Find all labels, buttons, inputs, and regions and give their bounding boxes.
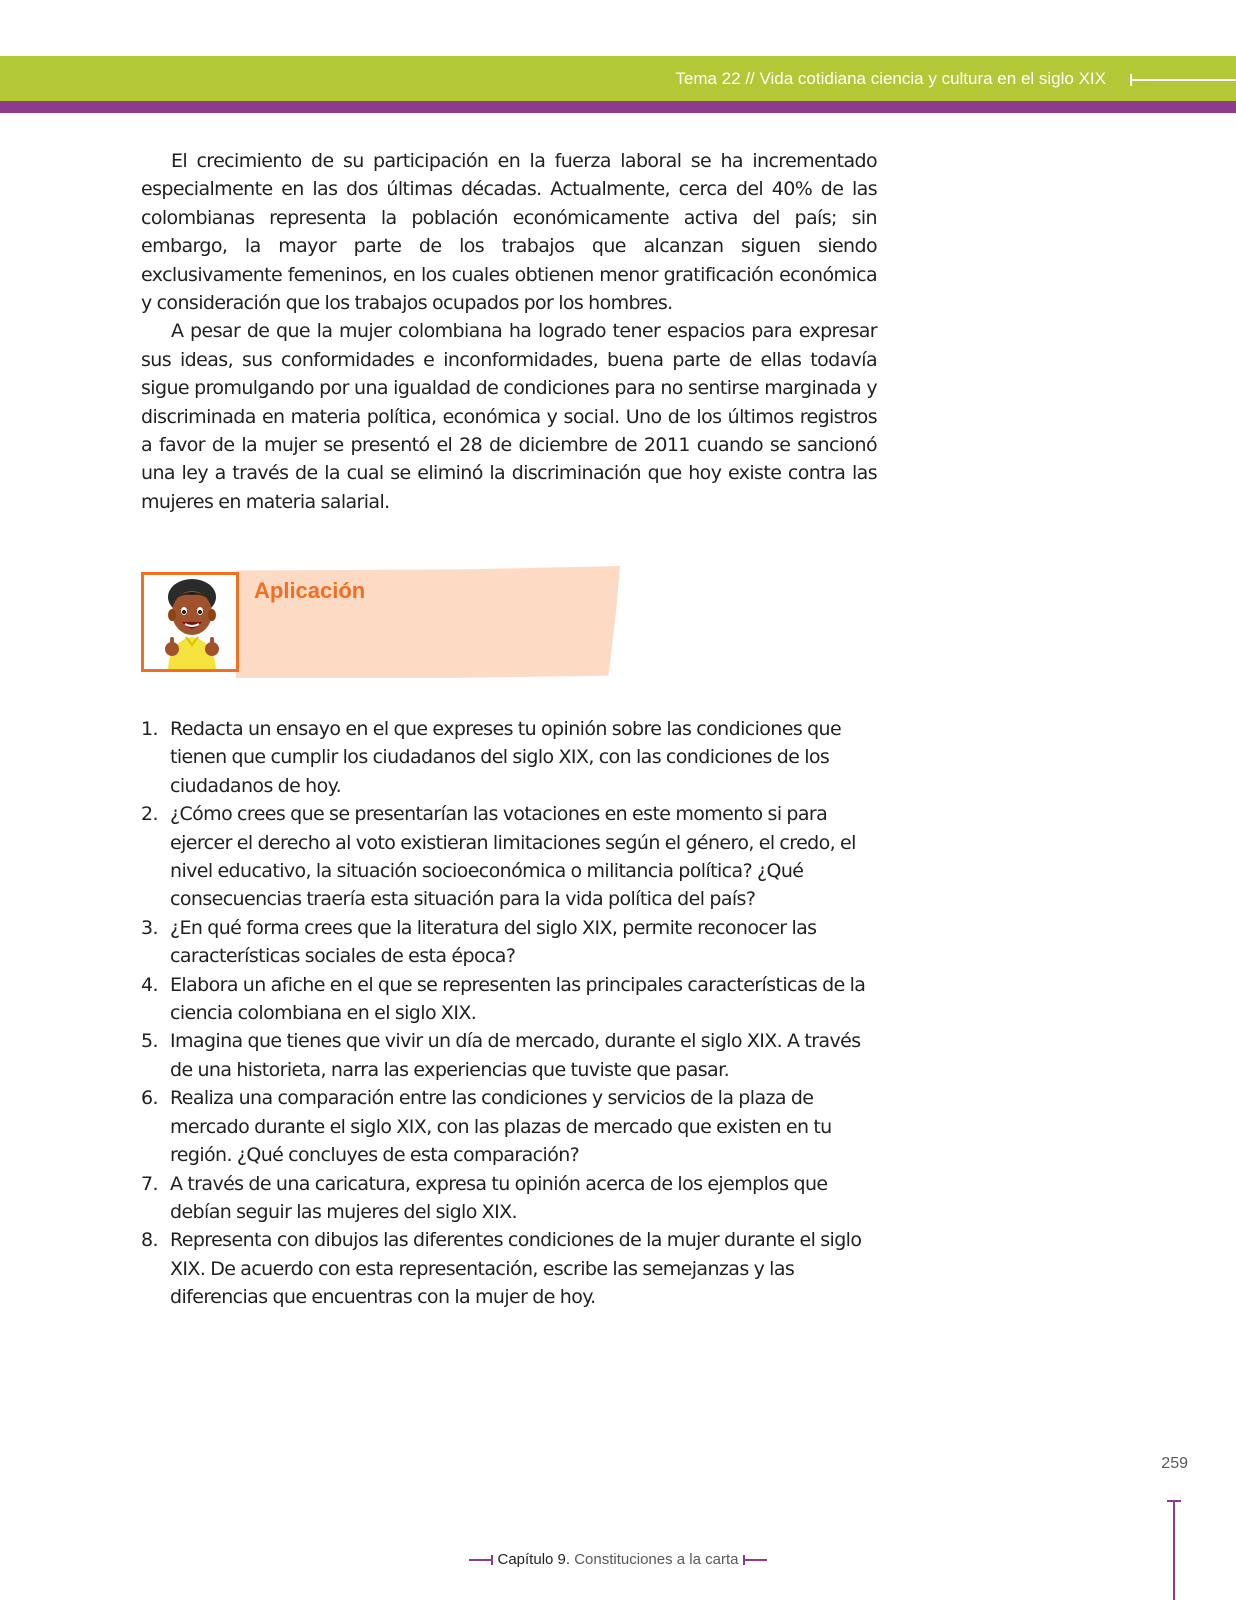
list-item [141,1084,881,1169]
header-rule [1130,79,1236,81]
footer [0,1551,1236,1569]
list-item [141,800,881,914]
item-number: 4. [141,973,158,996]
item-number: 2. [141,803,158,826]
item-number: 5. [141,1030,158,1053]
item-text: Imagina que tienes que vivir un día de mercado, durante el siglo XIX. A través de una historieta, narra las experiencias que tuviste que pasar. [170,1030,861,1081]
margin-line [1173,1500,1175,1600]
aplicacion-icon-box [141,572,239,672]
item-text: Elabora un afiche en el que se representen las principales características de la ciencia colombiana en el siglo XIX. [170,973,866,1025]
item-text: Redacta un ensayo en el que expreses tu opinión sobre las condiciones que tienen que cumplir los ciudadanos del siglo XIX, con las condiciones de los ciudadanos de hoy. [170,718,842,797]
list-item [141,1226,881,1311]
list-item [141,1027,881,1084]
boy-thumbs-up-icon [144,575,236,669]
list-item [141,1170,881,1227]
paragraph: El crecimiento de su participación en la fuerza laboral se ha incrementado especialmente en las dos últimas décadas. Actualmente, cerca del 40% de las colombianas representa la población económicamente activa del país; sin embargo, la mayor parte de los trabajos que alcanzan siguen siendo exclusivamente femeninos, en los cuales obtienen menor gratificación económica y consideración que los trabajos ocupados por los hombres. [141,150,877,315]
item-text: Representa con dibujos las diferentes condiciones de la mujer durante el siglo XIX. De acuerdo con esta representación, escribe las semejanzas y las diferencias que encuentras con la mujer de hoy. [170,1229,862,1309]
footer-chapter: Capítulo 9. [497,1551,571,1568]
footer-rule-right [743,1559,767,1561]
footer-title: Constituciones a la carta [574,1551,739,1568]
item-number: 6. [141,1087,158,1110]
item-text: ¿Cómo crees que se presentarían las votaciones en este momento si para ejercer el derecho al voto existieran limitaciones según el género, el credo, el nivel educativo, la situación socioeconómica o militancia política? ¿Qué consecuencias traería esta situación para la vida política del país? [170,803,856,911]
item-text: Realiza una comparación entre las condiciones y servicios de la plaza de mercado durante el siglo XIX, con las plazas de mercado que existen en tu región. ¿Qué concluyes de esta comparación? [170,1087,832,1167]
item-number: 3. [141,916,158,939]
item-text: A través de una caricatura, expresa tu opinión acerca de los ejemplos que debían seguir las mujeres del siglo XIX. [170,1172,828,1223]
footer-rule-left [469,1559,493,1561]
list-item [141,715,881,800]
aplicacion-title: Aplicación [254,578,366,603]
item-number: 7. [141,1172,158,1195]
header-title: Tema 22 // Vida cotidiana ciencia y cultura en el siglo XIX [675,69,1106,88]
item-number: 8. [141,1229,158,1252]
activity-list [141,715,881,1312]
page-number: 259 [1161,1455,1188,1472]
list-item [141,971,881,1028]
header-stripe [0,101,1236,113]
list-item [141,914,881,971]
intro-text [141,147,877,516]
item-text: ¿En qué forma crees que la literatura del siglo XIX, permite reconocer las características sociales de esta época? [170,916,817,968]
item-number: 1. [141,718,158,740]
paragraph: A pesar de que la mujer colombiana ha logrado tener espacios para expresar sus ideas, sus conformidades e inconformidades, buena parte de ellas todavía sigue promulgando por una igualdad de condiciones para no sentirse marginada y discriminada en materia política, económica y social. Uno de los últimos registros a favor de la mujer se presentó el 28 de diciembre de 2011 cuando se sancionó una ley a través de la cual se eliminó la discriminación que hoy existe contra las mujeres en materia salarial. [141,320,877,513]
